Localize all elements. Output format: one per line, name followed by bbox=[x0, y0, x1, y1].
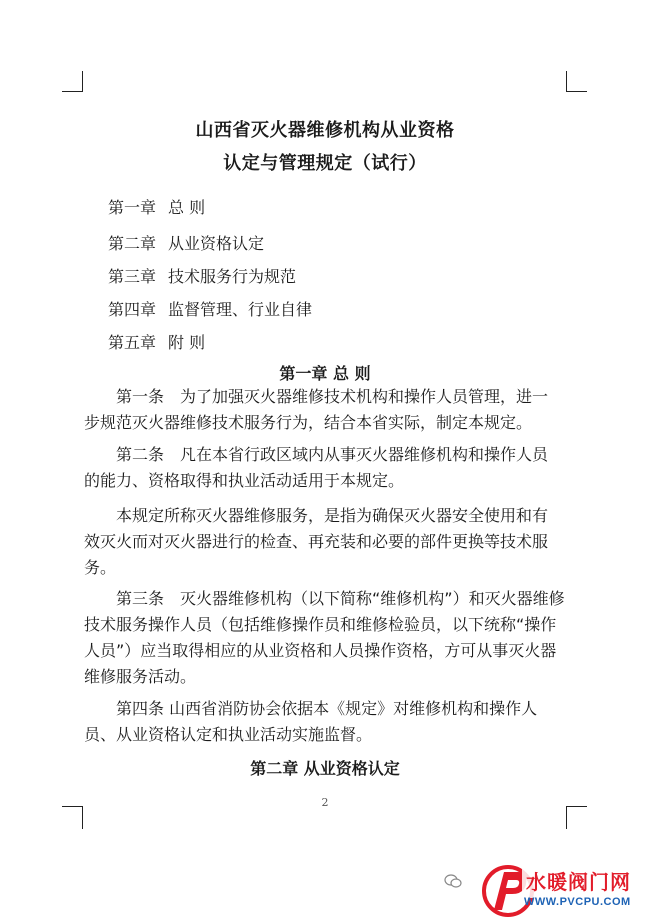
toc-chapter-number: 第二章 bbox=[108, 234, 157, 253]
paragraph-line: 务。 bbox=[84, 558, 117, 577]
article-4 bbox=[84, 696, 570, 748]
paragraph-line: 第四条 山西省消防协会依据本《规定》对维修机构和操作人 bbox=[116, 699, 538, 718]
crop-mark-bottom-left bbox=[62, 806, 83, 829]
toc-chapter-title: 技术服务行为规范 bbox=[168, 267, 297, 286]
paragraph-line: 的能力、资格取得和执业活动适用于本规定。 bbox=[84, 471, 405, 490]
toc-item bbox=[108, 330, 205, 353]
toc-chapter-number: 第一章 bbox=[108, 198, 157, 217]
toc-item bbox=[108, 297, 312, 320]
definition-paragraph bbox=[84, 503, 570, 581]
wechat-icon bbox=[444, 874, 462, 888]
paragraph-line: 人员”）应当取得相应的从业资格和人员操作资格，方可从事灭火器 bbox=[84, 641, 557, 660]
document-title-line-2: 认定与管理规定（试行） bbox=[223, 153, 427, 174]
toc-chapter-title: 从业资格认定 bbox=[168, 234, 265, 253]
paragraph-line: 第一条 为了加强灭火器维修技术机构和操作人员管理，进一 bbox=[116, 387, 549, 406]
article-3 bbox=[84, 586, 570, 690]
paragraph-line: 效灭火而对灭火器进行的检查、再充装和必要的部件更换等技术服 bbox=[84, 532, 549, 551]
toc-item bbox=[108, 195, 205, 218]
chapter-2-heading: 第二章 从业资格认定 bbox=[250, 759, 400, 778]
paragraph-line: 员、从业资格认定和执业活动实施监督。 bbox=[84, 725, 373, 744]
page-number: 2 bbox=[321, 796, 329, 809]
article-1 bbox=[84, 384, 570, 436]
crop-mark-top-left bbox=[62, 71, 83, 92]
paragraph-line: 本规定所称灭火器维修服务，是指为确保灭火器安全使用和有 bbox=[116, 506, 549, 525]
toc-chapter-number: 第四章 bbox=[108, 300, 157, 319]
paragraph-line: 第二条 凡在本省行政区域内从事灭火器维修机构和操作人员 bbox=[116, 445, 549, 464]
document-title-line-1: 山西省灭火器维修机构从业资格 bbox=[195, 120, 455, 141]
paragraph-line: 步规范灭火器维修技术服务行为，结合本省实际，制定本规定。 bbox=[84, 413, 533, 432]
toc-chapter-title: 监督管理、行业自律 bbox=[168, 300, 313, 319]
watermark-url: WWW.PVCPU.COM bbox=[524, 896, 631, 908]
crop-mark-top-right bbox=[566, 71, 587, 92]
paragraph-line: 第三条 灭火器维修机构（以下简称“维修机构”）和灭火器维修 bbox=[116, 589, 565, 608]
chapter-1-heading: 第一章 总 则 bbox=[279, 364, 371, 383]
paragraph-line: 技术服务操作人员（包括维修操作员和维修检验员，以下统称“操作 bbox=[84, 615, 557, 634]
toc-chapter-number: 第三章 bbox=[108, 267, 157, 286]
toc-chapter-number: 第五章 bbox=[108, 333, 157, 352]
toc-chapter-title: 附 则 bbox=[168, 333, 206, 352]
article-2 bbox=[84, 442, 570, 494]
toc-item bbox=[108, 264, 296, 287]
watermark-site-name: 水暖阀门网 bbox=[526, 870, 631, 894]
crop-mark-bottom-right bbox=[566, 806, 587, 829]
paragraph-line: 维修服务活动。 bbox=[84, 667, 197, 686]
toc-item bbox=[108, 231, 264, 254]
toc-chapter-title: 总 则 bbox=[168, 198, 206, 217]
